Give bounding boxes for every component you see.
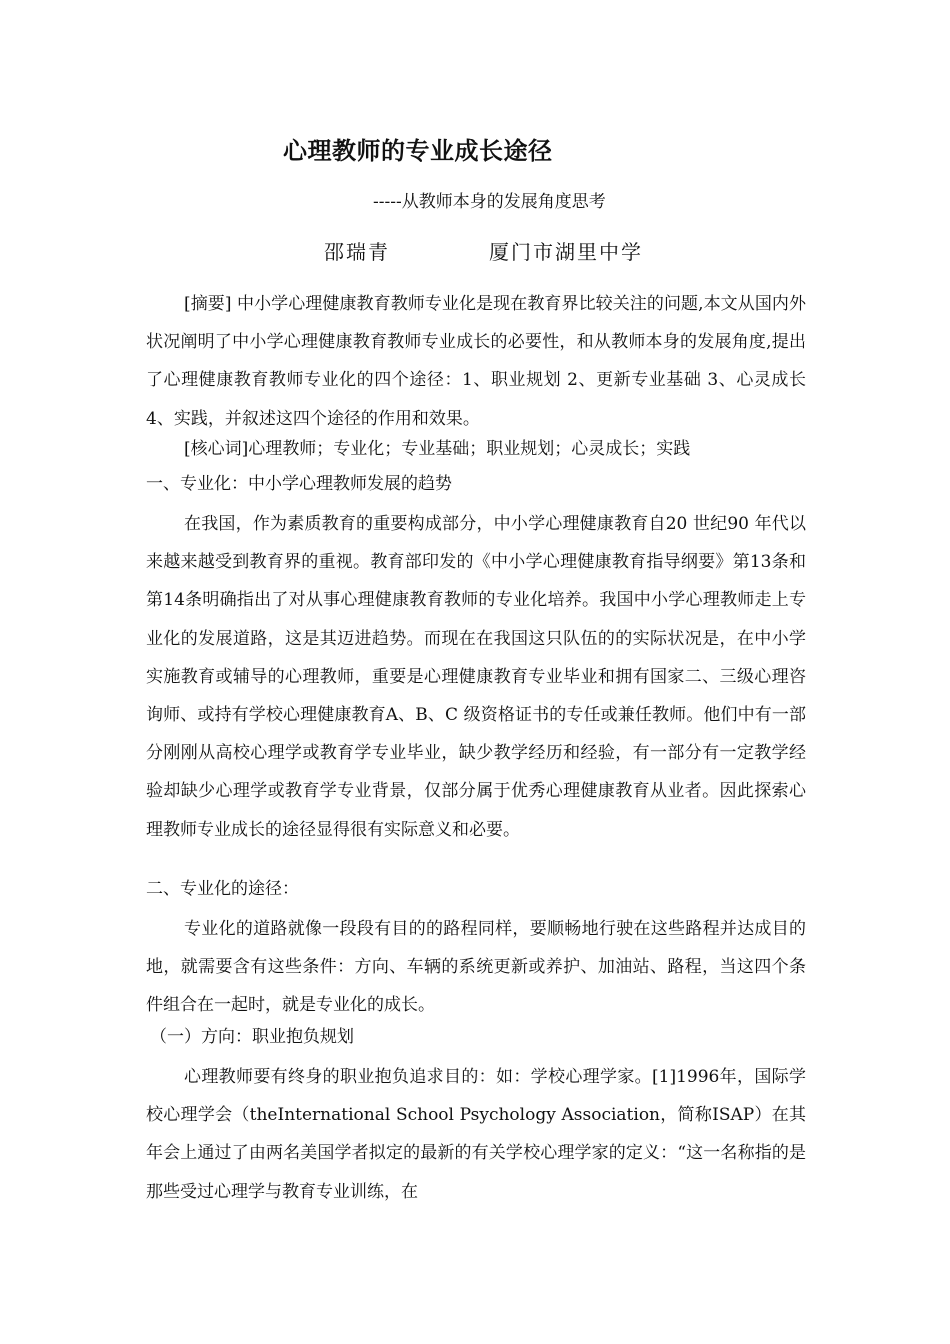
document-title: 心理教师的专业成长途径 xyxy=(283,137,553,165)
section-1-paragraph: 在我国，作为素质教育的重要构成部分，中小学心理健康教育自20 世纪90 年代以来越来越受到教育界的重视。教育部印发的《中小学心理健康教育指导纲要》第13条和第14条明确指出了对从事心理健康教育教师的专业化培养。我国中小学心理教师走上专业化的发展道路，这是其迈进趋势。而现在在我国这只队伍的的实际状况是，在中小学实施教育或辅导的心理教师，重要是心理健康教育专业毕业和拥有国家二、三级心理咨询师、或持有学校心理健康教育A、B、C 级资格证书的专任或兼任教师。他们中有一部分刚刚从高校心理学或教育学专业毕业，缺少教学经历和经验，有一部分有一定教学经验却缺少心理学或教育学专业背景，仅部分属于优秀心理健康教育从业者。因此探索心理教师专业成长的途径显得很有实际意义和必要。 xyxy=(146,514,806,840)
section-2-heading: 二、专业化的途径： xyxy=(146,879,299,899)
section-1-heading: 一、专业化：中小学心理教师发展的趋势 xyxy=(146,474,452,494)
section-2-paragraph: 专业化的道路就像一段段有目的的路程同样，要顺畅地行驶在这些路程并达成目的地，就需要含有这些条件：方向、车辆的系统更新或养护、加油站、路程，当这四个条件组合在一起时，就是专业化的成长。 xyxy=(146,919,806,1016)
subsection-1-heading: （一）方向：职业抱负规划 xyxy=(150,1027,354,1047)
document-subtitle: -----从教师本身的发展角度思考 xyxy=(373,192,606,212)
author-name: 邵瑞青 xyxy=(324,240,390,264)
author-affiliation: 厦门市湖里中学 xyxy=(489,240,643,264)
subsection-1-paragraph: 心理教师要有终身的职业抱负追求目的：如：学校心理学家。[1]1996年，国际学校心理学会（theInternational School Psychology Association，简称ISAP）在其年会上通过了由两名美国学者拟定的最新的有关学校心理学家的定义：“这一名称指的是那些受过心理学与教育专业训练，在 xyxy=(146,1067,806,1202)
keywords-line: [核心词]心理教师；专业化；专业基础；职业规划；心灵成长；实践 xyxy=(184,439,691,459)
abstract-paragraph: [摘要] 中小学心理健康教育教师专业化是现在教育界比较关注的问题,本文从国内外状况阐明了中小学心理健康教育教师专业成长的必要性，和从教师本身的发展角度,提出了心理健康教育教师专业化的四个途径：1、职业规划 2、更新专业基础 3、心灵成长 4、实践，并叙述这四个途径的作用和效果。 xyxy=(146,294,806,429)
